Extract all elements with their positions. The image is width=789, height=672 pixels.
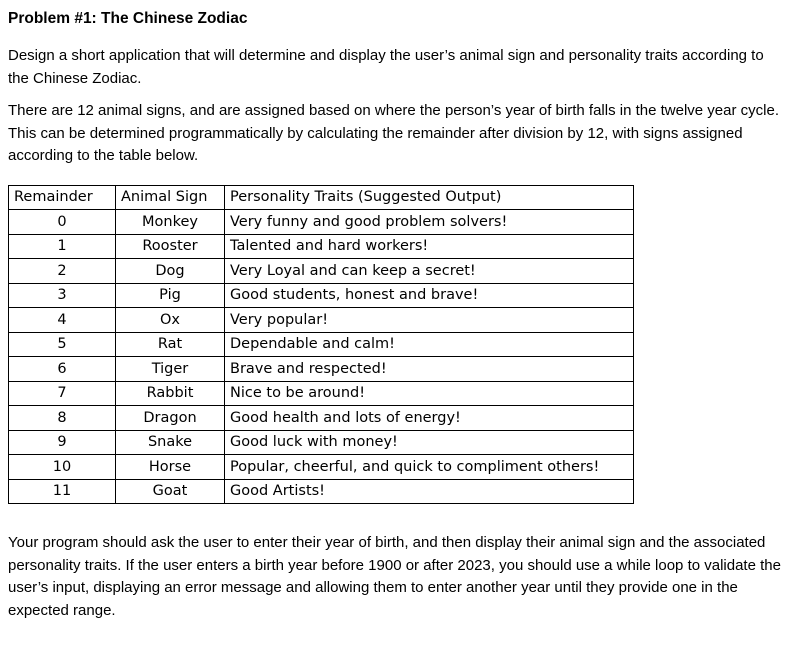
document-page: [8, 8, 783, 622]
cell-animal-sign: Pig: [116, 283, 225, 308]
cell-personality-trait: Good Artists!: [225, 479, 634, 504]
table-row: [9, 308, 634, 333]
table-row: [9, 357, 634, 382]
cell-personality-trait: Good luck with money!: [225, 430, 634, 455]
table-row: [9, 430, 634, 455]
cell-animal-sign: Dragon: [116, 406, 225, 431]
cell-remainder: 9: [9, 430, 116, 455]
cell-animal-sign: Rabbit: [116, 381, 225, 406]
table-row: [9, 234, 634, 259]
table-row: [9, 283, 634, 308]
table-row: [9, 210, 634, 235]
table-row: [9, 455, 634, 480]
cell-animal-sign: Rat: [116, 332, 225, 357]
cell-animal-sign: Snake: [116, 430, 225, 455]
cell-remainder: 5: [9, 332, 116, 357]
cell-personality-trait: Brave and respected!: [225, 357, 634, 382]
cell-personality-trait: Very funny and good problem solvers!: [225, 210, 634, 235]
cell-animal-sign: Horse: [116, 455, 225, 480]
table-row: [9, 332, 634, 357]
instructions-paragraph: Your program should ask the user to enter their year of birth, and then display their animal sign and the associated personality traits. If the user enters a birth year before 1900 or after 2023, you should use a while loop to validate the user’s input, displaying an error message and allowing them to enter another year until they provide one in the expected range.: [8, 534, 781, 619]
table-row: [9, 381, 634, 406]
zodiac-table: [8, 185, 634, 505]
table-row: [9, 406, 634, 431]
table-body: [9, 210, 634, 504]
cell-animal-sign: Rooster: [116, 234, 225, 259]
header-personality-traits: Personality Traits (Suggested Output): [225, 185, 634, 210]
cell-remainder: 0: [9, 210, 116, 235]
cell-personality-trait: Popular, cheerful, and quick to compliment others!: [225, 455, 634, 480]
cell-remainder: 7: [9, 381, 116, 406]
cell-remainder: 8: [9, 406, 116, 431]
intro-paragraph: Design a short application that will determine and display the user’s animal sign and personality traits according to the Chinese Zodiac.: [8, 47, 764, 87]
cell-remainder: 4: [9, 308, 116, 333]
rules-paragraph: There are 12 animal signs, and are assigned based on where the person’s year of birth falls in the twelve year cycle. This can be determined programmatically by calculating the remainder after division by 12, with signs assigned according to the table below.: [8, 102, 779, 164]
cell-personality-trait: Talented and hard workers!: [225, 234, 634, 259]
table-row: [9, 259, 634, 284]
header-remainder: Remainder: [9, 185, 116, 210]
cell-remainder: 11: [9, 479, 116, 504]
cell-personality-trait: Nice to be around!: [225, 381, 634, 406]
cell-personality-trait: Good students, honest and brave!: [225, 283, 634, 308]
cell-animal-sign: Tiger: [116, 357, 225, 382]
cell-personality-trait: Very Loyal and can keep a secret!: [225, 259, 634, 284]
cell-animal-sign: Ox: [116, 308, 225, 333]
cell-personality-trait: Dependable and calm!: [225, 332, 634, 357]
cell-animal-sign: Goat: [116, 479, 225, 504]
table-header-row: [9, 185, 634, 210]
cell-remainder: 2: [9, 259, 116, 284]
cell-personality-trait: Very popular!: [225, 308, 634, 333]
cell-remainder: 1: [9, 234, 116, 259]
cell-remainder: 3: [9, 283, 116, 308]
cell-animal-sign: Monkey: [116, 210, 225, 235]
cell-remainder: 6: [9, 357, 116, 382]
table-row: [9, 479, 634, 504]
problem-title: Problem #1: The Chinese Zodiac: [8, 10, 248, 27]
cell-animal-sign: Dog: [116, 259, 225, 284]
cell-remainder: 10: [9, 455, 116, 480]
cell-personality-trait: Good health and lots of energy!: [225, 406, 634, 431]
header-animal-sign: Animal Sign: [116, 185, 225, 210]
